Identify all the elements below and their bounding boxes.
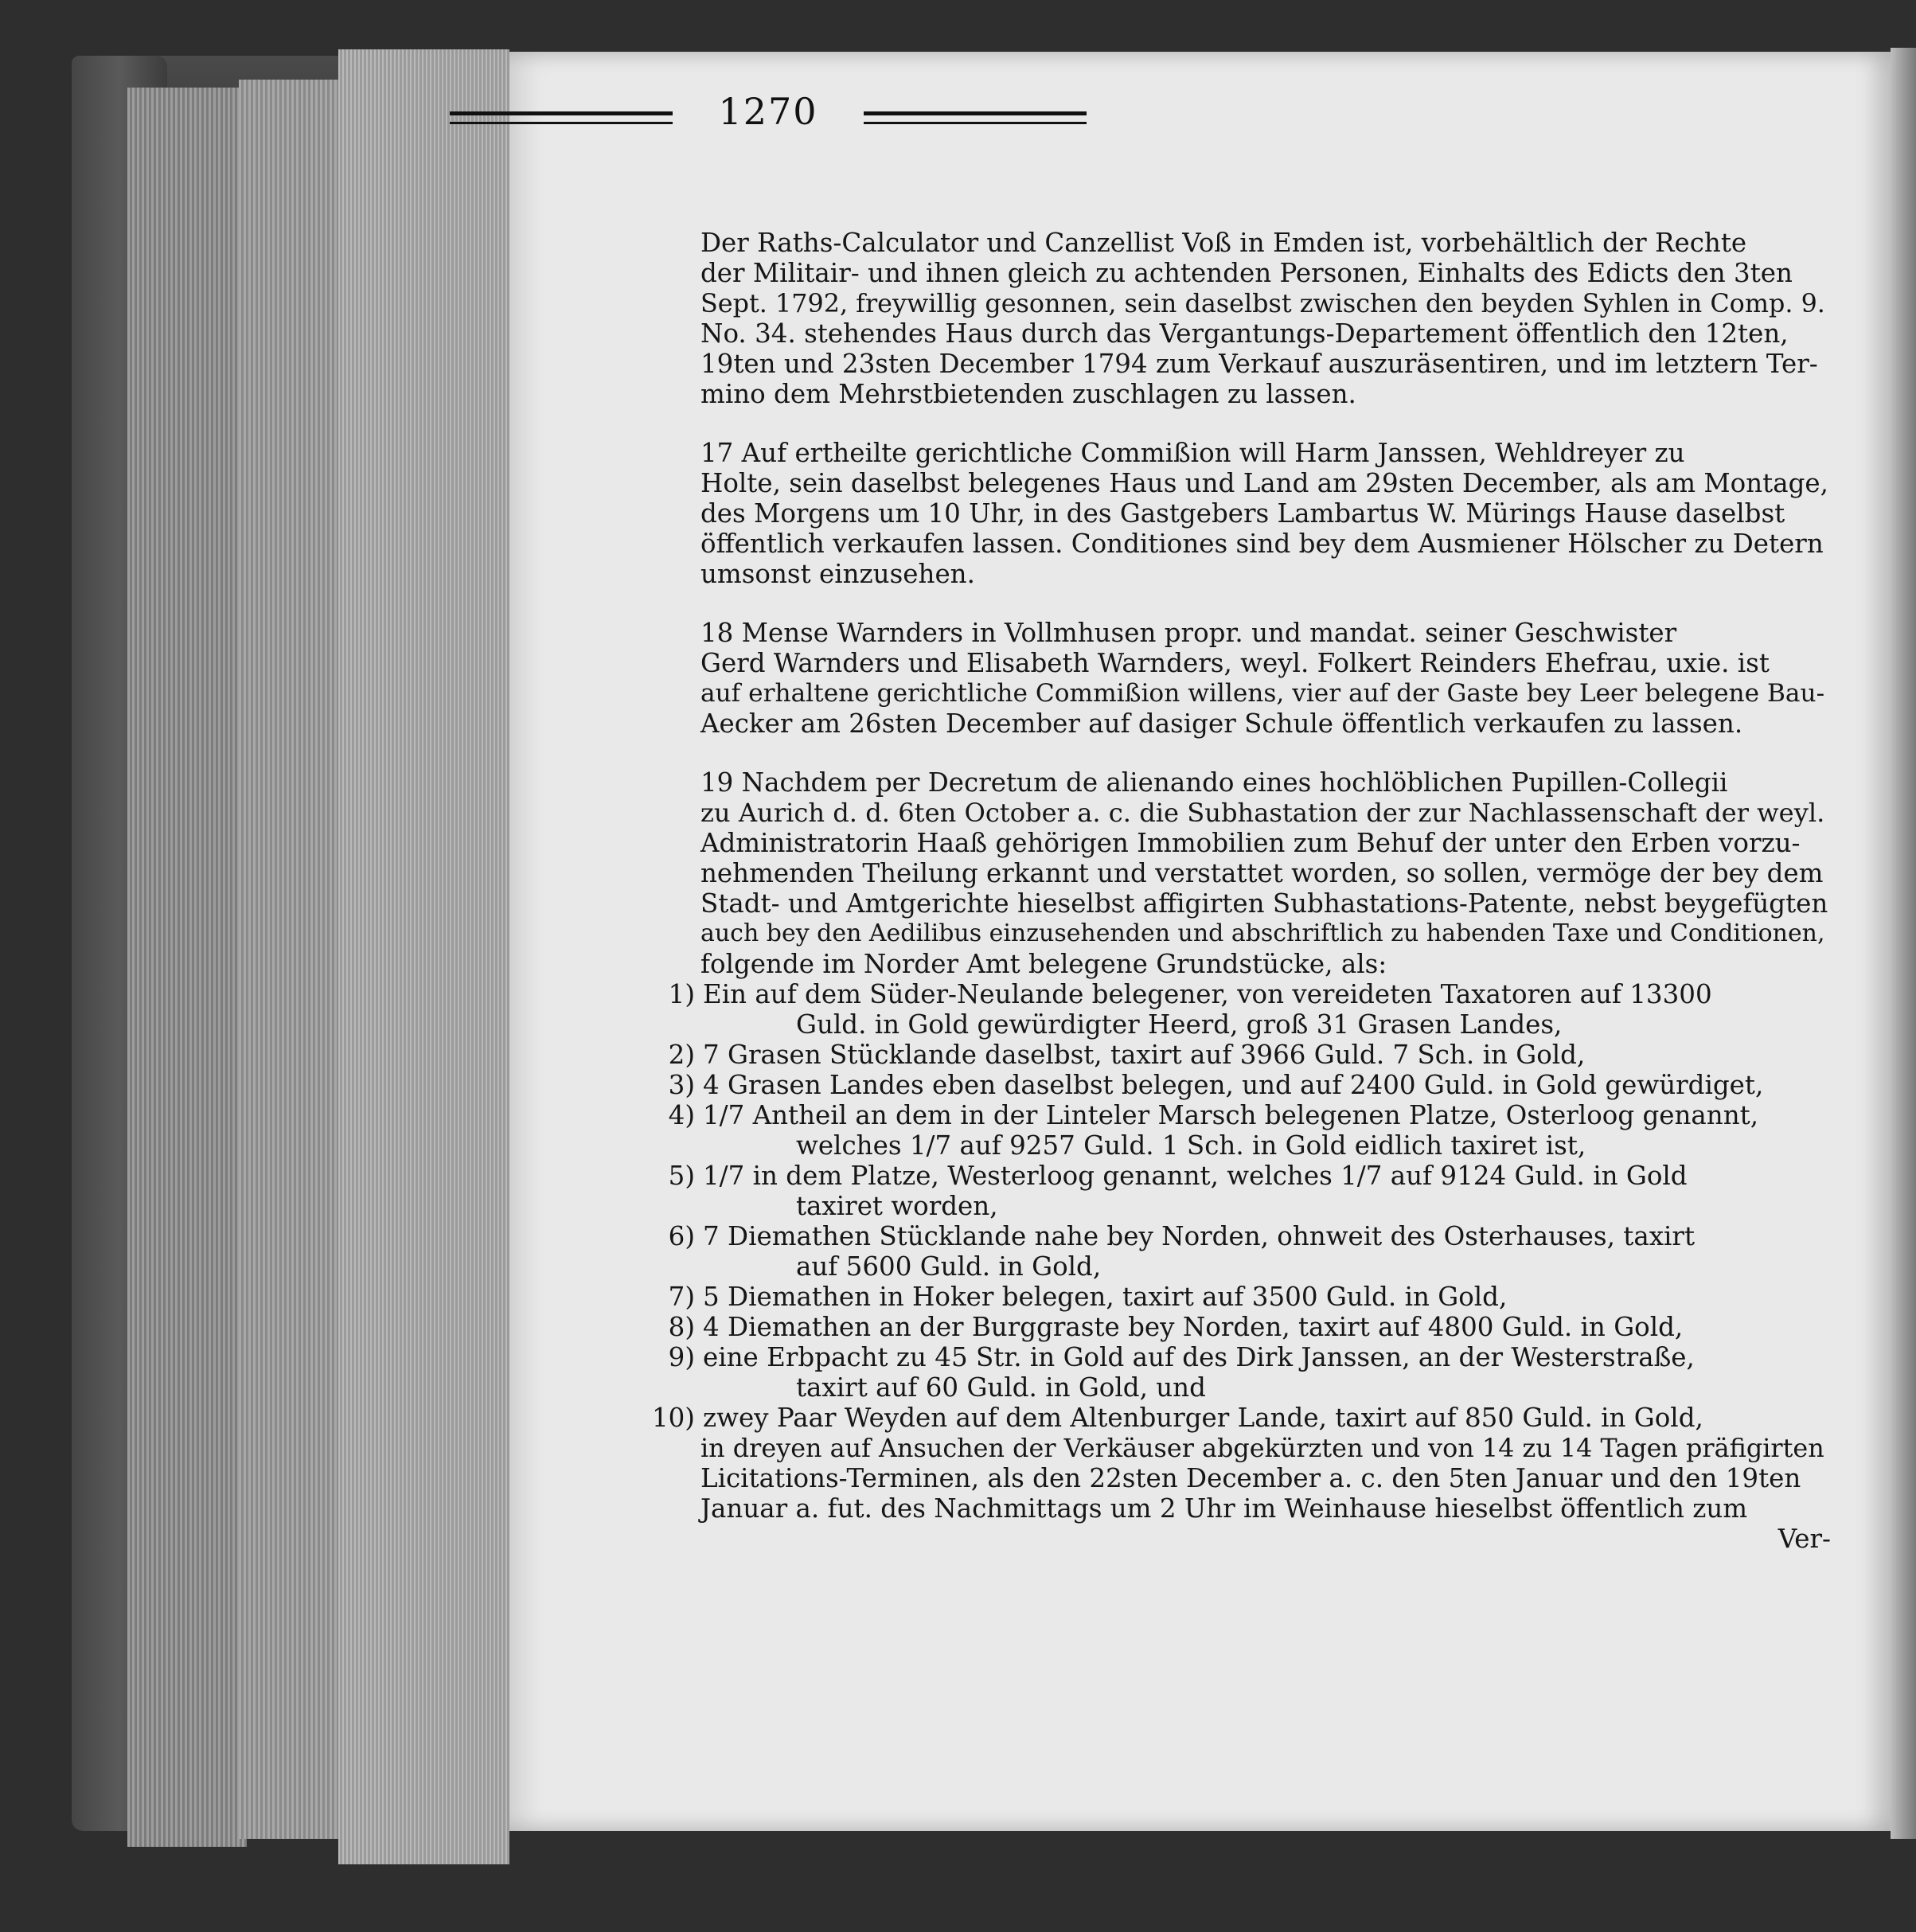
text-line: 17 Auf ertheilte gerichtliche Commißion will Harm Janssen, Wehldreyer zu	[700, 438, 1685, 468]
text-line: des Morgens um 10 Uhr, in des Gastgebers Lambartus W. Mürings Hause daselbst	[700, 498, 1785, 529]
item-continuation: taxiret worden,	[796, 1191, 998, 1221]
item-continuation: welches 1/7 auf 9257 Guld. 1 Sch. in Gold eidlich taxiret ist,	[796, 1130, 1586, 1161]
header-rule-left	[450, 111, 673, 124]
item-text: Ein auf dem Süder-Neulande belegener, von vereideten Taxatoren auf 13300	[703, 979, 1712, 1009]
list-item	[668, 1312, 1831, 1342]
text-line: in dreyen auf Ansuchen der Verkäuser abgekürzten und von 14 zu 14 Tagen präfigirten	[700, 1433, 1824, 1463]
list-item	[668, 1342, 1831, 1372]
text-line: Administratorin Haaß gehörigen Immobilien zum Behuf der unter den Erben vorzu-	[700, 828, 1801, 858]
paragraph-18	[700, 618, 1831, 739]
text-line: öffentlich verkaufen lassen. Conditiones sind bey dem Ausmiener Hölscher zu Detern	[700, 529, 1824, 559]
text-line: 19ten und 23sten December 1794 zum Verkauf auszuräsentiren, und im letztern Ter-	[700, 349, 1818, 379]
paragraph-19	[700, 767, 1831, 979]
item-number: 5)	[668, 1161, 695, 1191]
item-text: zwey Paar Weyden auf dem Altenburger Lande, taxirt auf 850 Guld. in Gold,	[703, 1403, 1703, 1433]
text-line: Stadt- und Amtgerichte hieselbst affigirten Subhastations-Patente, nebst beygefügten	[700, 888, 1828, 919]
paragraph-17	[700, 438, 1831, 589]
text-line: folgende im Norder Amt belegene Grundstücke, als:	[700, 949, 1387, 979]
item-number: 2)	[668, 1040, 695, 1070]
item-text: 4 Grasen Landes eben daselbst belegen, und auf 2400 Guld. in Gold gewürdiget,	[703, 1070, 1764, 1100]
text-line: Sept. 1792, freywillig gesonnen, sein daselbst zwischen den beyden Syhlen in Comp. 9.	[700, 288, 1825, 318]
item-text: 7 Diemathen Stücklande nahe bey Norden, ohnweit des Osterhauses, taxirt	[703, 1221, 1696, 1251]
item-text: 1/7 in dem Platze, Westerloog genannt, welches 1/7 auf 9124 Guld. in Gold	[703, 1161, 1688, 1191]
text-line: Aecker am 26sten December auf dasiger Schule öffentlich verkaufen zu lassen.	[700, 708, 1743, 739]
list-item	[668, 1040, 1831, 1070]
item-number: 10)	[651, 1403, 695, 1433]
text-line: 19 Nachdem per Decretum de alienando eines hochlöblichen Pupillen-Collegii	[700, 767, 1728, 798]
text-line: Gerd Warnders und Elisabeth Warnders, weyl. Folkert Reinders Ehefrau, uxie. ist	[700, 648, 1770, 678]
text-line: Januar a. fut. des Nachmittags um 2 Uhr im Weinhause hieselbst öffentlich zum	[700, 1493, 1748, 1524]
list-item	[668, 1100, 1831, 1130]
list-item	[668, 1070, 1831, 1100]
item-number: 3)	[668, 1070, 695, 1100]
catchword: Ver-	[1777, 1524, 1831, 1554]
paragraph-16	[700, 228, 1831, 409]
item-continuation: taxirt auf 60 Guld. in Gold, und	[796, 1372, 1206, 1403]
item-text: 4 Diemathen an der Burggraste bey Norden, taxirt auf 4800 Guld. in Gold,	[703, 1312, 1684, 1342]
item-number: 6)	[668, 1221, 695, 1251]
text-line: auch bey den Aedilibus einzusehenden und abschriftlich zu habenden Taxe und Conditionen,	[700, 919, 1825, 947]
list-item	[668, 1221, 1831, 1251]
text-line: auf erhaltene gerichtliche Commißion willens, vier auf der Gaste bey Leer belegene Bau-	[700, 679, 1825, 708]
text-line: 18 Mense Warnders in Vollmhusen propr. und mandat. seiner Geschwister	[700, 618, 1677, 648]
text-line: Holte, sein daselbst belegenes Haus und Land am 29sten December, als am Montage,	[700, 468, 1828, 498]
book-edge-right	[1891, 48, 1916, 1839]
page-body	[651, 228, 1831, 1554]
text-line: zu Aurich d. d. 6ten October a. c. die Subhastation der zur Nachlassenschaft der weyl.	[700, 798, 1825, 828]
closing-paragraph	[700, 1433, 1831, 1524]
item-number: 4)	[668, 1100, 695, 1130]
page-edges-outer	[127, 88, 247, 1847]
text-line: mino dem Mehrstbietenden zuschlagen zu lassen.	[700, 379, 1356, 409]
list-item	[668, 1161, 1831, 1191]
item-number: 8)	[668, 1312, 695, 1342]
header-rule-right	[864, 111, 1087, 124]
page-number: 1270	[718, 90, 818, 133]
item-text: 5 Diemathen in Hoker belegen, taxirt auf 3500 Guld. in Gold,	[703, 1282, 1508, 1312]
page-edges-inner	[338, 49, 509, 1864]
item-text: eine Erbpacht zu 45 Str. in Gold auf des Dirk Janssen, an der Westerstraße,	[703, 1342, 1695, 1372]
text-line: Licitations-Terminen, als den 22sten December a. c. den 5ten Januar und den 19ten	[700, 1463, 1801, 1493]
property-list	[651, 979, 1831, 1433]
text-line: Der Raths-Calculator und Canzellist Voß in Emden ist, vorbehältlich der Rechte	[700, 228, 1747, 258]
list-item	[668, 1282, 1831, 1312]
text-line: No. 34. stehendes Haus durch das Vergantungs-Departement öffentlich den 12ten,	[700, 318, 1789, 349]
item-continuation: auf 5600 Guld. in Gold,	[796, 1251, 1102, 1282]
list-item	[651, 1403, 1831, 1433]
item-continuation: Guld. in Gold gewürdigter Heerd, groß 31 Grasen Landes,	[796, 1009, 1563, 1040]
page-edges-middle	[239, 80, 342, 1839]
list-item	[668, 979, 1831, 1009]
text-line: der Militair- und ihnen gleich zu achtenden Personen, Einhalts des Edicts den 3ten	[700, 258, 1793, 288]
item-text: 1/7 Antheil an dem in der Linteler Marsch belegenen Platze, Osterloog genannt,	[703, 1100, 1759, 1130]
page-header	[450, 90, 1118, 138]
text-line: nehmenden Theilung erkannt und verstattet worden, so sollen, vermöge der bey dem	[700, 858, 1824, 888]
item-number: 9)	[668, 1342, 695, 1372]
item-number: 7)	[668, 1282, 695, 1312]
item-number: 1)	[668, 979, 695, 1009]
item-text: 7 Grasen Stücklande daselbst, taxirt auf 3966 Guld. 7 Sch. in Gold,	[703, 1040, 1586, 1070]
text-line: umsonst einzusehen.	[700, 559, 975, 589]
